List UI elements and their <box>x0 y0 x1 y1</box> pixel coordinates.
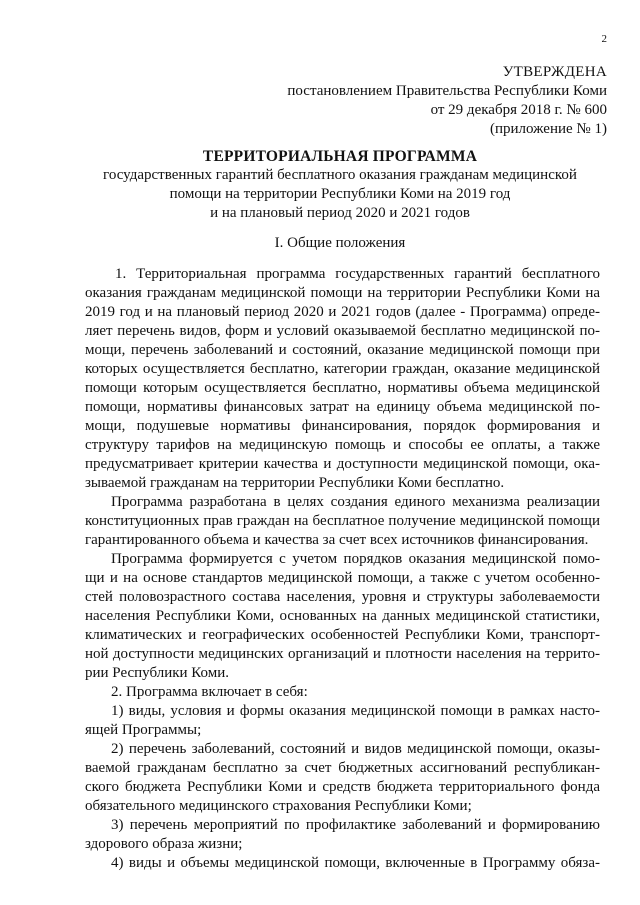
body-text <box>85 265 600 873</box>
approval-by: постановлением Правительства Республики Коми <box>287 83 607 99</box>
body-line: здорового образа жизни; <box>85 836 243 852</box>
body-line: Программа разработана в целях создания единого механизма реализации <box>111 494 600 510</box>
body-line: которых осуществляется бесплатно, категории граждан, оказание медицинской <box>85 361 600 377</box>
document-subtitle-line: помощи на территории Республики Коми на 2019 год <box>169 186 511 202</box>
body-line: ваемой гражданам бесплатно за счет бюджетных ассигнований республикан- <box>85 760 600 776</box>
body-line: 3) перечень мероприятий по профилактике заболеваний и формированию <box>111 817 600 833</box>
body-line: мощи, подушевые нормативы финансирования, порядок формирования и <box>85 418 600 434</box>
document-title: ТЕРРИТОРИАЛЬНАЯ ПРОГРАММА <box>202 148 478 165</box>
body-line: 2) перечень заболеваний, состояний и видов медицинской помощи, оказы- <box>111 741 600 757</box>
approval-stamp <box>287 63 607 139</box>
body-line: помощи которым осуществляется бесплатно, нормативы объема медицинской <box>85 380 600 396</box>
body-line: обязательного медицинского страхования Республики Коми; <box>85 798 472 814</box>
body-line: гарантированного объема и качества за счет всех источников финансирования. <box>85 532 589 548</box>
body-line: предусматривает критерии качества и доступности медицинской помощи, ока- <box>85 456 600 472</box>
body-line: ского бюджета Республики Коми и средств бюджета территориального фонда <box>85 779 600 795</box>
body-line: зываемой гражданам на территории Республики Коми бесплатно. <box>85 475 505 491</box>
body-line: климатических и географических особенностей Республики Коми, транспорт- <box>85 627 600 643</box>
body-line: населения Республики Коми, основанных на данных медицинской статистики, <box>85 608 600 624</box>
body-line: щи и на основе стандартов медицинской помощи, а также с учетом особенно- <box>85 570 600 586</box>
body-line: конституционных прав граждан на бесплатное получение медицинской помощи <box>85 513 600 529</box>
body-line: оказания гражданам медицинской помощи на территории Республики Коми на <box>85 285 600 301</box>
body-line: стей половозрастного состава населения, уровня и структуры заболеваемости <box>85 589 600 605</box>
body-line: ляет перечень видов, форм и условий оказываемой бесплатно медицинской по- <box>85 323 600 339</box>
body-line: помощи, нормативы финансовых затрат на единицу объема медицинской по- <box>85 399 600 415</box>
body-line: 2. Программа включает в себя: <box>111 684 308 700</box>
body-line: 1) виды, условия и формы оказания медицинской помощи в рамках насто- <box>111 703 600 719</box>
approval-approved: УТВЕРЖДЕНА <box>502 64 607 80</box>
document-title-block <box>90 147 590 223</box>
body-line: структуру тарифов на медицинскую помощь и способы ее оплаты, а также <box>85 437 600 453</box>
document-subtitle-line: и на плановый период 2020 и 2021 годов <box>210 205 470 221</box>
body-line: 4) виды и объемы медицинской помощи, включенные в Программу обяза- <box>111 855 600 871</box>
page-number: 2 <box>601 33 607 45</box>
document-subtitle-line: государственных гарантий бесплатного оказания гражданам медицинской <box>103 167 577 183</box>
body-line: ной доступности медицинских организаций и плотности населения на террито- <box>85 646 600 662</box>
approval-date: от 29 декабря 2018 г. № 600 <box>430 102 607 118</box>
body-line: рии Республики Коми. <box>85 665 230 681</box>
body-line: Программа формируется с учетом порядков оказания медицинской помо- <box>111 551 600 567</box>
body-line: ящей Программы; <box>85 722 202 738</box>
section-heading: I. Общие положения <box>274 235 406 251</box>
approval-appendix: (приложение № 1) <box>489 121 607 137</box>
body-line: мощи, перечень заболеваний и состояний, оказание медицинской помощи при <box>85 342 600 358</box>
body-line: 2019 год и на плановый период 2020 и 2021 годов (далее - Программа) опреде- <box>85 304 600 320</box>
body-line: 1. Территориальная программа государственных гарантий бесплатного <box>115 266 600 282</box>
